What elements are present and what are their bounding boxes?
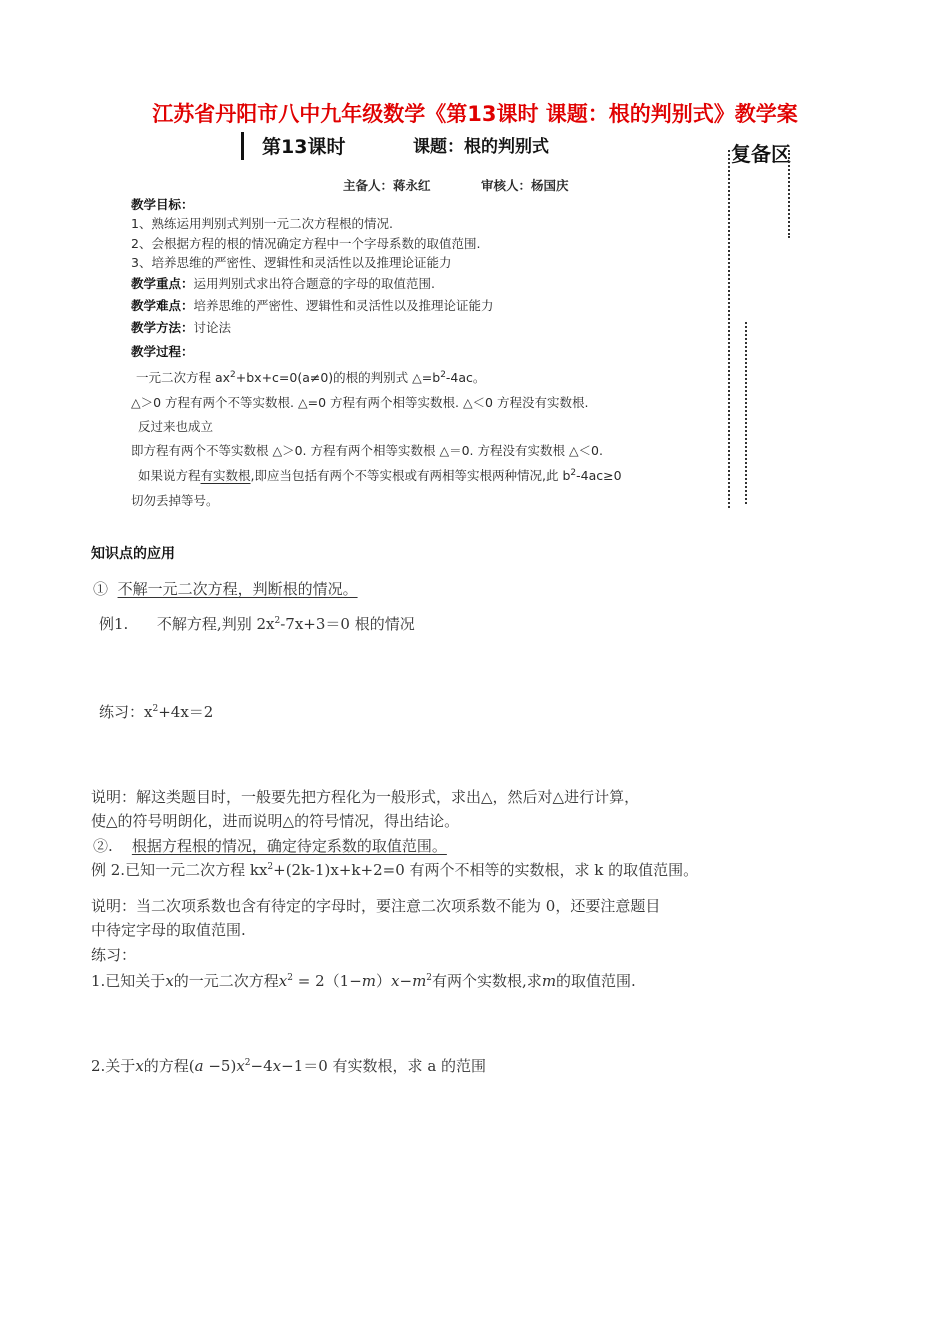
margin-line-right-bottom bbox=[745, 322, 747, 504]
example-1: 例1. 不解方程,判别 $2x^2-7x+3=0$ 根的情况 bbox=[99, 615, 415, 633]
teaching-method: 教学方法：讨论法 bbox=[131, 320, 232, 335]
objective-1: 1、熟练运用判别式判别一元二次方程根的情况. bbox=[131, 216, 393, 231]
discriminant-cases: △＞0 方程有两个不等实数根. △=0 方程有两个相等实数根. △＜0 方程没有实数根. bbox=[131, 395, 589, 410]
reviewer: 审核人：杨国庆 bbox=[481, 178, 569, 193]
section-title: 知识点的应用 bbox=[91, 546, 175, 562]
side-label: 复备区 bbox=[731, 142, 791, 166]
item-1: ① 不解一元二次方程，判断根的情况。 bbox=[93, 580, 358, 598]
item-2: ②. 根据方程根的情况，确定待定系数的取值范围。 bbox=[93, 837, 447, 855]
note-2-line-1: 说明：当二次项系数也含有待定的字母时，要注意二次项系数不能为 0，还要注意题目 bbox=[91, 897, 661, 915]
objective-2: 2、会根据方程的根的情况确定方程中一个字母系数的取值范围. bbox=[131, 236, 481, 251]
note-1-line-2: 使△的符号明朗化，进而说明△的符号情况，得出结论。 bbox=[91, 812, 460, 830]
objectives-label: 教学目标： bbox=[131, 197, 194, 212]
question-1: 1.已知关于x的一元二次方程$x^2 = 2(1-m)x-m^2$有两个实数根,求m的取值范围. bbox=[91, 972, 636, 990]
note-2-line-2: 中待定字母的取值范围. bbox=[91, 921, 246, 939]
objective-3: 3、培养思维的严密性、逻辑性和灵活性以及推理论证能力 bbox=[131, 255, 452, 270]
converse-cases: 即方程有两个不等实数根 △＞0. 方程有两个相等实数根 △＝0. 方程没有实数根 △＜0. bbox=[131, 443, 603, 458]
note-1-line-1: 说明：解这类题目时，一般要先把方程化为一般形式，求出△，然后对△进行计算， bbox=[91, 788, 640, 806]
equal-sign-note: 切勿丢掉等号。 bbox=[131, 493, 219, 508]
question-2: 2.关于x的方程$(a -5)x^2-4x-1=0$ 有实数根，求 a 的范围 bbox=[91, 1057, 487, 1075]
page-title: 江苏省丹阳市八中九年级数学《第13课时 课题：根的判别式》教学案 bbox=[152, 102, 798, 126]
process-label: 教学过程： bbox=[131, 344, 194, 359]
header-bar bbox=[241, 132, 244, 160]
real-roots-note: 如果说方程有实数根,即应当包括有两个不等实根或有两相等实根两种情况,此 $b^2-4ac\ge 0$ bbox=[138, 467, 622, 483]
difficult-point: 教学难点：培养思维的严密性、逻辑性和灵活性以及推理论证能力 bbox=[131, 298, 494, 313]
practice-2-label: 练习： bbox=[91, 946, 137, 964]
preparer: 主备人：蒋永红 bbox=[343, 178, 431, 193]
discriminant-definition: 一元二次方程 $ax^2+bx+c=0(a\ne 0)$的根的判别式 $\triangle=b^2-4ac$。 bbox=[136, 369, 486, 385]
margin-line-left bbox=[728, 150, 730, 508]
lesson-number: 第13课时 bbox=[262, 136, 346, 158]
example-2: 例 2.已知一元二次方程 $kx^2+(2k-1)x+k+2=0$ 有两个不相等的实数根，求 k 的取值范围。 bbox=[91, 861, 699, 879]
converse-note: 反过来也成立 bbox=[138, 419, 214, 434]
lesson-topic: 课题：根的判别式 bbox=[413, 137, 549, 157]
practice-1: 练习：$x^2+4x=2$ bbox=[99, 703, 214, 721]
margin-line-right-top bbox=[788, 150, 790, 238]
key-point: 教学重点：运用判别式求出符合题意的字母的取值范围. bbox=[131, 276, 435, 291]
